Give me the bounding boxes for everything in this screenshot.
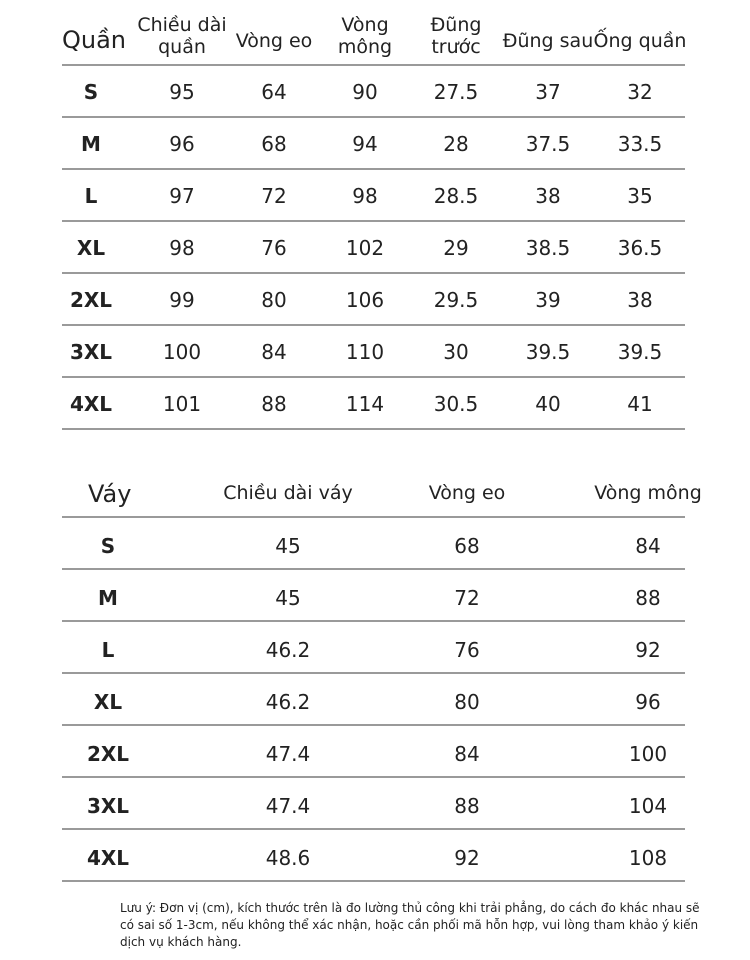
- pants-cell: 80: [261, 288, 287, 312]
- skirt-header-0: Chiều dài váy: [223, 482, 353, 504]
- skirt-row-divider: [62, 516, 685, 518]
- skirt-cell: 80: [454, 690, 480, 714]
- pants-cell: 110: [345, 340, 385, 364]
- pants-cell: 41: [627, 392, 653, 416]
- skirt-size-label: XL: [93, 690, 123, 714]
- pants-cell: 90: [352, 80, 378, 104]
- skirt-size-label: 2XL: [86, 742, 130, 766]
- skirt-header-2: Vòng mông: [594, 482, 702, 504]
- skirt-cell: 88: [454, 794, 480, 818]
- pants-cell: 114: [345, 392, 385, 416]
- pants-title: Quần: [62, 26, 127, 54]
- pants-size-label: 4XL: [69, 392, 113, 416]
- skirt-cell: 45: [275, 534, 301, 558]
- skirt-row-divider: [62, 880, 685, 882]
- pants-cell: 95: [169, 80, 195, 104]
- skirt-cell: 100: [628, 742, 668, 766]
- pants-size-label: 3XL: [69, 340, 113, 364]
- skirt-row-divider: [62, 776, 685, 778]
- skirt-cell: 96: [635, 690, 661, 714]
- skirt-cell: 108: [628, 846, 668, 870]
- pants-cell: 88: [261, 392, 287, 416]
- pants-cell: 99: [169, 288, 195, 312]
- pants-header-2: Vòng mông: [337, 14, 393, 58]
- skirt-cell: 84: [635, 534, 661, 558]
- pants-cell: 29.5: [433, 288, 479, 312]
- skirt-row-divider: [62, 672, 685, 674]
- pants-cell: 38.5: [525, 236, 571, 260]
- pants-cell: 33.5: [617, 132, 663, 156]
- pants-cell: 102: [345, 236, 385, 260]
- skirt-cell: 88: [635, 586, 661, 610]
- skirt-cell: 76: [454, 638, 480, 662]
- pants-cell: 28.5: [433, 184, 479, 208]
- pants-cell: 64: [261, 80, 287, 104]
- pants-cell: 30: [443, 340, 469, 364]
- skirt-cell: 46.2: [265, 690, 311, 714]
- skirt-cell: 45: [275, 586, 301, 610]
- pants-cell: 37.5: [525, 132, 571, 156]
- pants-size-label: M: [81, 132, 101, 156]
- pants-cell: 39.5: [525, 340, 571, 364]
- skirt-row-divider: [62, 724, 685, 726]
- pants-cell: 40: [535, 392, 561, 416]
- pants-header-1: Vòng eo: [235, 30, 313, 52]
- pants-cell: 38: [627, 288, 653, 312]
- pants-cell: 39: [535, 288, 561, 312]
- pants-cell: 98: [352, 184, 378, 208]
- pants-size-label: 2XL: [69, 288, 113, 312]
- pants-cell: 30.5: [433, 392, 479, 416]
- skirt-size-label: S: [100, 534, 116, 558]
- pants-cell: 97: [169, 184, 195, 208]
- skirt-cell: 48.6: [265, 846, 311, 870]
- pants-size-label: L: [84, 184, 98, 208]
- pants-cell: 94: [352, 132, 378, 156]
- skirt-size-label: 3XL: [86, 794, 130, 818]
- skirt-size-label: M: [98, 586, 118, 610]
- skirt-size-label: 4XL: [86, 846, 130, 870]
- pants-size-label: XL: [76, 236, 106, 260]
- pants-header-4: Đũng sau: [502, 30, 594, 52]
- pants-cell: 37: [535, 80, 561, 104]
- skirt-title: Váy: [88, 480, 132, 508]
- skirt-cell: 84: [454, 742, 480, 766]
- skirt-cell: 72: [454, 586, 480, 610]
- skirt-cell: 92: [635, 638, 661, 662]
- pants-cell: 28: [443, 132, 469, 156]
- skirt-cell: 47.4: [265, 794, 311, 818]
- skirt-row-divider: [62, 620, 685, 622]
- pants-header-3: Đũng trước: [430, 14, 482, 58]
- skirt-cell: 47.4: [265, 742, 311, 766]
- pants-cell: 39.5: [617, 340, 663, 364]
- pants-cell: 27.5: [433, 80, 479, 104]
- pants-cell: 96: [169, 132, 195, 156]
- skirt-size-table: [62, 0, 702, 880]
- pants-cell: 72: [261, 184, 287, 208]
- skirt-cell: 92: [454, 846, 480, 870]
- pants-cell: 76: [261, 236, 287, 260]
- skirt-row-divider: [62, 568, 685, 570]
- pants-cell: 29: [443, 236, 469, 260]
- skirt-cell: 46.2: [265, 638, 311, 662]
- skirt-row-divider: [62, 828, 685, 830]
- pants-cell: 101: [162, 392, 202, 416]
- skirt-header-1: Vòng eo: [428, 482, 506, 504]
- pants-header-0: Chiều dài quần: [137, 14, 227, 58]
- pants-cell: 106: [345, 288, 385, 312]
- pants-cell: 84: [261, 340, 287, 364]
- pants-header-5: Ống quần: [593, 30, 687, 52]
- pants-cell: 98: [169, 236, 195, 260]
- pants-cell: 100: [162, 340, 202, 364]
- pants-cell: 68: [261, 132, 287, 156]
- pants-cell: 32: [627, 80, 653, 104]
- pants-size-label: S: [83, 80, 99, 104]
- pants-cell: 35: [627, 184, 653, 208]
- skirt-cell: 104: [628, 794, 668, 818]
- skirt-cell: 68: [454, 534, 480, 558]
- measurement-note: Lưu ý: Đơn vị (cm), kích thước trên là đo lường thủ công khi trải phẳng, do cách đo khác nhau sẽ có sai số 1-3cm, nếu không thể xác nhận, hoặc cần phối mã hỗn hợp, vui lòng tham khảo ý kiến dịch vụ khách hàng.: [120, 901, 700, 949]
- pants-cell: 36.5: [617, 236, 663, 260]
- pants-cell: 38: [535, 184, 561, 208]
- skirt-size-label: L: [101, 638, 115, 662]
